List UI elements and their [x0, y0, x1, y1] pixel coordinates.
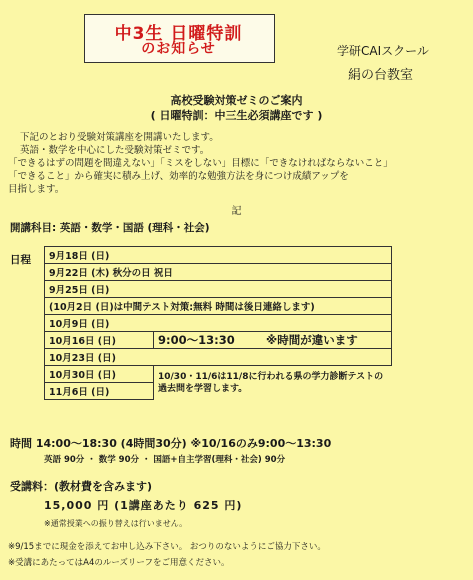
- ki-mark: 記: [231, 206, 242, 217]
- schedule-cell: (10月2日 (日)は中間テスト対策:無料 時間は後日連絡します): [45, 298, 392, 315]
- schedule-cell: 9月18日 (日): [45, 247, 392, 264]
- footer-note: ※受講にあたってはA4のルーズリーフをご用意ください。: [8, 558, 230, 568]
- schedule-label: 日程: [10, 254, 31, 266]
- schedule-cell: 10月9日 (日): [45, 315, 392, 332]
- intro-line: 目指します。: [8, 184, 65, 195]
- schedule-date: 11月6日 (日): [45, 383, 154, 400]
- intro-line: 「できるはずの問題を間違えない」「ミスをしない」目標に「できなければならないこと」: [8, 158, 393, 169]
- special-time: 9:00〜13:30: [158, 333, 235, 347]
- merged-note-line: 過去問を学習します。: [158, 383, 248, 394]
- fee-price: 15,000 円 (1講座あたり 625 円): [44, 499, 243, 512]
- time-info: 時間 14:00〜18:30 (4時間30分) ※10/16のみ9:00〜13:30: [10, 437, 332, 450]
- schedule-detail: [154, 332, 392, 349]
- table-row: [45, 264, 392, 281]
- intro-line: 下記のとおり受験対策講座を開講いたします。: [20, 132, 219, 143]
- heading: 高校受験対策ゼミのご案内: [170, 94, 303, 107]
- table-row: [45, 298, 392, 315]
- table-row: [45, 349, 392, 366]
- fee-note: ※通常授業への振り替えは行いません。: [44, 519, 188, 528]
- merged-note-line: 10/30・11/6は11/8に行われる県の学力診断テストの: [158, 371, 384, 382]
- schedule-cell: 9月25日 (日): [45, 281, 392, 298]
- schedule-cell: 10月23日 (日): [45, 349, 392, 366]
- schedule-date: 10月16日 (日): [45, 332, 154, 349]
- school-branch: 絹の台教室: [348, 68, 414, 83]
- table-row: [45, 247, 392, 264]
- fee-label: 受講料：(教材費を含みます): [10, 480, 153, 493]
- footer-note: ※9/15までに現金を添えてお申し込み下さい。 おつりのないようにご協力下さい。: [8, 542, 326, 552]
- page-subtitle: のお知らせ: [141, 41, 216, 57]
- schedule-date: 10月30日 (日): [45, 366, 154, 383]
- time-note: ※時間が違います: [266, 333, 358, 347]
- page-title: 中3生 日曜特訓: [114, 24, 243, 44]
- intro-line: 英語・数学を中心にした受験対策ゼミです。: [20, 145, 210, 156]
- time-breakdown: 英語 90分 ・ 数学 90分 ・ 国語+自主学習(理科・社会) 90分: [44, 455, 286, 465]
- heading-sub: ( 日曜特訓：中三生必須講座です ): [150, 109, 323, 122]
- schedule-cell: 9月22日 (木) 秋分の日 祝日: [45, 264, 392, 281]
- table-row: [45, 281, 392, 298]
- table-row: [45, 366, 392, 383]
- table-row: [45, 332, 392, 349]
- schedule-table: [44, 246, 392, 400]
- merged-note: [154, 366, 392, 400]
- subjects: 開講科目: 英語・数学・国語 (理科・社会): [10, 222, 210, 234]
- table-row: [45, 315, 392, 332]
- school-name: 学研CAIスクール: [337, 44, 429, 58]
- intro-line: 「できること」から確実に積み上げ、効率的な勉強方法を身につけ成績アップを: [8, 171, 349, 182]
